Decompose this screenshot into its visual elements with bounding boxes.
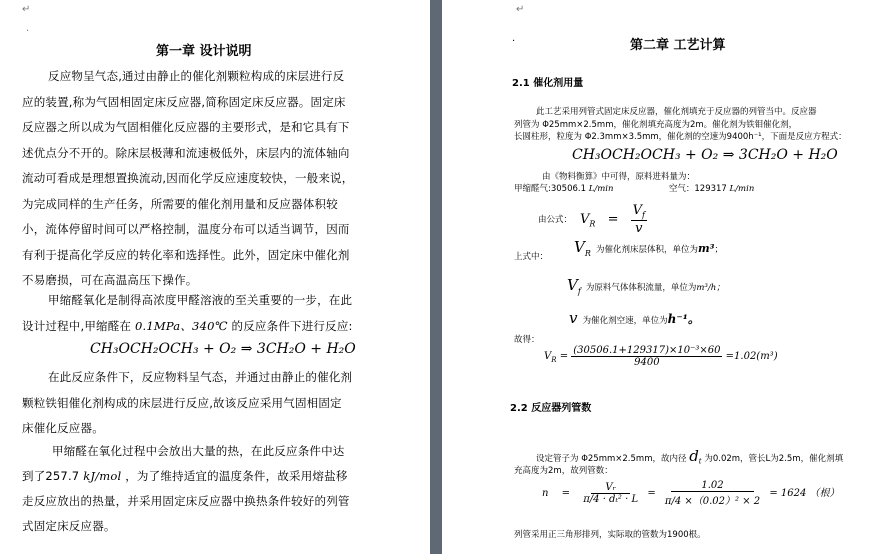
calc-numerator: (30506.1+129317)×10⁻³×60 bbox=[573, 345, 721, 356]
paragraph-1-line: 反应物呈气态,通过由静止的催化剂颗粒构成的床层进行反 bbox=[48, 69, 345, 83]
page-divider bbox=[430, 0, 442, 554]
unit: m³ bbox=[697, 242, 715, 255]
reaction-equation: CH₃OCH₂OCH₃ + O₂ ⇒ 3CH₂O + H₂O bbox=[572, 147, 838, 163]
paragraph-2-line bbox=[22, 318, 353, 334]
right-document-page bbox=[442, 0, 872, 554]
paragraph-1-line: 有利于提高化学反应的转化率和选择性。此外，固定床中催化剂 bbox=[22, 247, 350, 262]
section-2-2-heading: 2.2 反应器列管数 bbox=[510, 403, 592, 414]
formula-symbol: n bbox=[542, 488, 549, 499]
reaction-equation: CH₃OCH₂OCH₃ + O₂ ⇒ 3CH₂O + H₂O bbox=[90, 341, 356, 357]
definition-vf: $V_f$ 为原料气体体积流量，单位为m³/h； bbox=[567, 276, 725, 296]
fraction-numerator: Vᵣ bbox=[591, 482, 630, 494]
definition-text: 为催化剂空速，单位为 bbox=[582, 316, 668, 326]
space-velocity-formula: $V_R$ = $\frac{V_f}{v}$ bbox=[580, 203, 645, 236]
therefore-label: 故得： bbox=[514, 335, 540, 345]
text-span: 的反应条件下进行反应: bbox=[231, 319, 353, 333]
paragraph-4-line: 甲缩醛在氧化过程中会放出大量的热，在此反应条件中达 bbox=[52, 444, 345, 458]
paragraph-mark: ↵ bbox=[22, 4, 31, 15]
bullet-mark: · bbox=[512, 36, 516, 47]
paragraph-1-line: 应的装置,称为气固相固定床反应器,简称固定床反应器。固定床 bbox=[22, 94, 346, 109]
fraction bbox=[571, 345, 722, 368]
formula-symbol: d bbox=[689, 447, 699, 465]
definition-text: 为催化剂床层体积，单位为 bbox=[595, 245, 698, 255]
volume-calculation: $V_R$ = $\frac{\text{(30506.1+129317)×10⁻³×60}}{9400}$ =1.02(m³) bbox=[544, 345, 778, 368]
section-2-1-heading: 2.1 催化剂用量 bbox=[512, 78, 584, 89]
intro-line: 此工艺采用列管式固定床反应器，催化剂填充于反应器的列管当中。反应器 bbox=[536, 107, 817, 117]
feed-air: 空气：129317 bbox=[668, 184, 727, 194]
paragraph-1-line: 为完成同样的生产任务，所需要的催化剂用量和反应器体积较 bbox=[22, 196, 338, 211]
paragraph-1-line: 述优点分不开的。除床层极薄和流速极低外，床层内的流体轴向 bbox=[22, 145, 350, 160]
paragraph-3-line: 颗粒铁钼催化剂构成的床层进行反应,故该反应采用气固相固定 bbox=[22, 395, 342, 410]
text-span: 设定管子为 Φ25mm×2.5mm，故内径 bbox=[536, 454, 687, 464]
paragraph-1-line: 不易磨损，可在高温高压下操作。 bbox=[22, 273, 198, 287]
reaction-condition: 0.1MPa、340℃ bbox=[135, 319, 228, 333]
tube-description-line2: 充高度为2m，故列管数： bbox=[514, 466, 613, 476]
fraction bbox=[631, 203, 647, 236]
tube-count-formula: n = $\frac{\text{Vᵣ}}{\text{π/4 · dₜ² · L}}$ = $\frac{1.02}{\text{π/4 ×（0.02）² × 2}}$ = 1624 （根） bbox=[542, 480, 840, 507]
paragraph-4-line: 走反应放出的热量，并采用固定床反应器中换热条件较好的列管 bbox=[22, 494, 350, 508]
text-span: 到了257.7 bbox=[22, 469, 80, 483]
paragraph-3-line: 在此反应条件下，反应物料呈气态，并通过由静止的催化剂 bbox=[48, 370, 353, 384]
formula-symbol: V bbox=[580, 211, 590, 227]
paragraph-4-line bbox=[22, 468, 348, 484]
text-span: 为0.02m，管长L为2.5m，催化剂填 bbox=[704, 454, 844, 464]
formula-subscript: f bbox=[642, 210, 645, 220]
corner-mark: · bbox=[26, 26, 30, 37]
unit: L/min bbox=[588, 184, 614, 194]
definition-v: v 为催化剂空速，单位为h⁻¹。 bbox=[569, 309, 700, 327]
calc-denominator: 9400 bbox=[634, 357, 660, 368]
fraction-numerator: 1.02 bbox=[671, 480, 753, 492]
formula-symbol: v bbox=[635, 220, 643, 236]
formula-subscript: t bbox=[698, 457, 702, 466]
unit: m³/h； bbox=[696, 283, 725, 293]
text-span: 设计过程中,甲缩醛在 bbox=[22, 319, 132, 333]
feed-rates bbox=[514, 182, 754, 194]
formula-subscript: R bbox=[589, 219, 596, 229]
definition-vr: $V_R$ 为催化剂床层体积，单位为m³； bbox=[574, 238, 723, 258]
chapter-title: 第二章 工艺计算 bbox=[630, 38, 726, 53]
final-line: 列管采用正三角形排列，实际取的管数为1900根。 bbox=[514, 530, 706, 540]
formula-symbol: V bbox=[632, 203, 642, 218]
fraction bbox=[583, 482, 638, 505]
paragraph-mark: ↵ bbox=[516, 4, 525, 15]
fraction-denominator: π/4 · dₜ² · L bbox=[583, 494, 639, 505]
paragraph-1-line: 流动可看成是理想置换流动,因而化学反应速度较快，一般来说， bbox=[22, 171, 354, 185]
chapter-title: 第一章 设计说明 bbox=[156, 44, 252, 59]
calc-result: =1.02(m³) bbox=[725, 351, 778, 362]
text-span: ，为了维持适宜的温度条件，故采用熔盐移 bbox=[125, 469, 348, 483]
intro-line: 列管为 Φ25mm×2.5mm，催化剂填充高度为2m。催化剂为铁钼催化剂， bbox=[514, 119, 798, 130]
formula-label: 由公式： bbox=[538, 215, 573, 225]
unit: L/min bbox=[729, 184, 755, 194]
energy-unit: kJ/mol bbox=[83, 469, 122, 483]
paragraph-1-line: 小，流体停留时间可以严格控制，温度分布可以适当调节，因而 bbox=[22, 222, 350, 236]
left-document-page bbox=[0, 0, 430, 554]
paragraph-1-line: 反应器之所以成为气固相催化反应器的主要形式，是和它具有下 bbox=[22, 120, 350, 134]
intro-line: 长圆柱形，粒度为 Φ2.3mm×3.5mm，催化剂的空速为9400h⁻¹，下面是反应方程式： bbox=[514, 132, 847, 142]
fraction bbox=[665, 480, 760, 507]
paragraph-4-line: 式固定床反应器。 bbox=[22, 519, 116, 533]
paragraph-3-line: 床催化反应器。 bbox=[22, 421, 104, 435]
fraction-denominator: π/4 ×（0.02）² × 2 bbox=[664, 496, 761, 507]
tube-count-result: = 1624 （根） bbox=[769, 488, 840, 499]
unit: h⁻¹。 bbox=[667, 312, 700, 326]
where-label: 上式中： bbox=[514, 252, 549, 262]
paragraph-2-line: 甲缩醛氧化是制得高浓度甲醛溶液的至关重要的一步，在此 bbox=[48, 293, 353, 307]
feed-methylal: 甲缩醛气:30506.1 bbox=[514, 184, 587, 194]
definition-text: 为原料气体体积流量，单位为 bbox=[585, 283, 697, 293]
tube-description bbox=[536, 447, 843, 466]
source-line: 由《物料衡算》中可得，原料进料量为： bbox=[542, 172, 696, 182]
